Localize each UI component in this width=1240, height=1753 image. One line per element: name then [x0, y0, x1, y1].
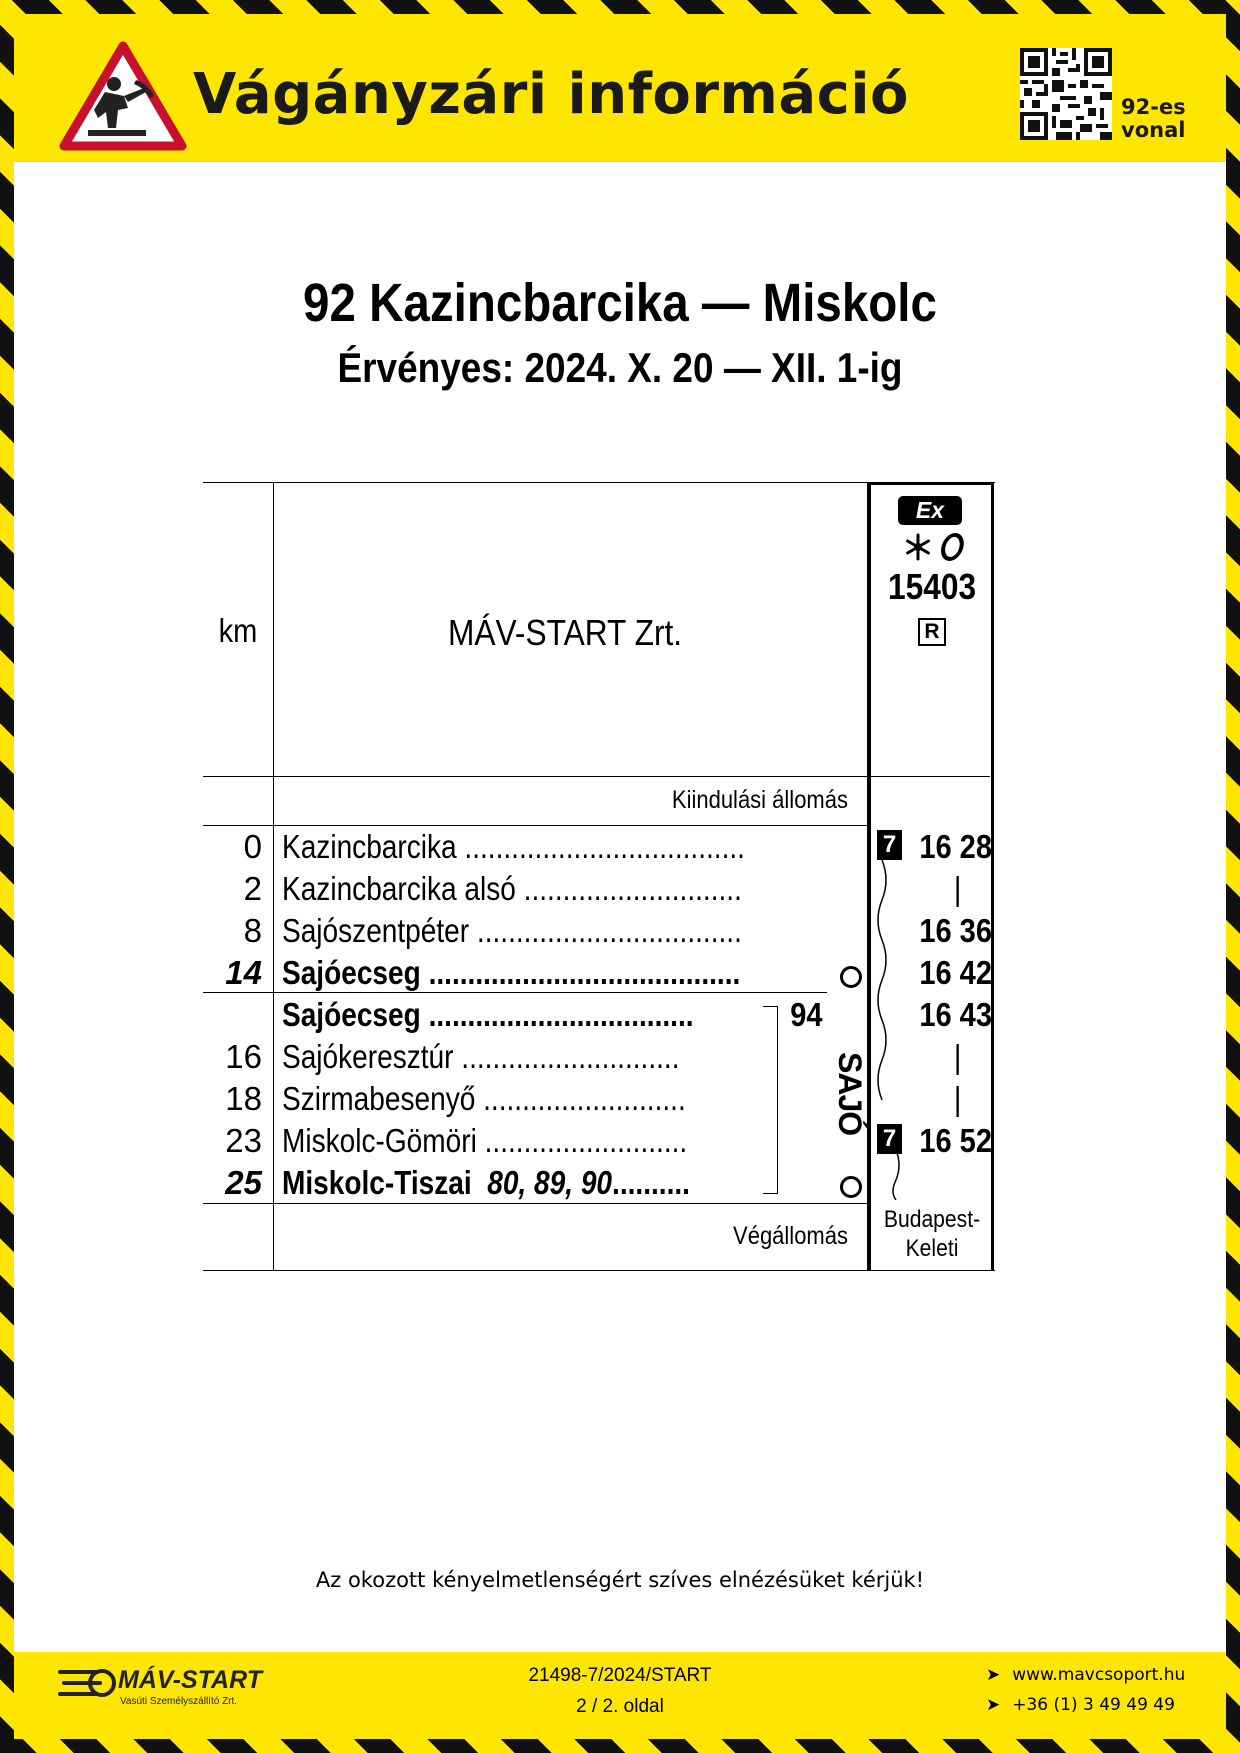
- arrow-right-icon: ➤: [986, 1665, 1001, 1685]
- table-header-divider: [203, 776, 990, 777]
- bus-replacement-label: SAJÓ: [832, 1052, 868, 1136]
- row-km: 18: [225, 1080, 262, 1117]
- leader-dots: ..........................: [476, 1122, 688, 1159]
- departure-time: 16 36: [919, 912, 992, 949]
- departure-time: 16 43: [919, 996, 992, 1033]
- table-bottom-border: [203, 1270, 995, 1271]
- leader-dots: ........................................: [420, 954, 741, 991]
- table-start-divider: [203, 825, 868, 826]
- arrival-time: 16 42: [919, 954, 992, 991]
- km-column-header: km: [218, 612, 258, 649]
- row-km: 14: [225, 954, 262, 991]
- row-station: [282, 1164, 690, 1202]
- station-name: Miskolc-Tiszai: [282, 1164, 472, 1201]
- train-destination: [879, 1205, 985, 1263]
- leader-dots: ............................: [515, 870, 742, 907]
- line-94-bracket: [763, 1006, 778, 1194]
- station-name: Kazincbarcika: [282, 828, 457, 865]
- train-type-badge: Ex: [898, 496, 962, 525]
- departure-time: 16 28: [919, 828, 992, 865]
- row-station: [282, 912, 742, 950]
- contact-info: [986, 1660, 1185, 1720]
- logo-name: MÁV-START: [118, 1666, 262, 1694]
- start-station-label: Kiindulási állomás: [671, 786, 848, 814]
- weekday-badge: 7: [877, 830, 902, 860]
- page-indicator: 2 / 2. oldal: [576, 1696, 664, 1717]
- worker-warning-icon: [58, 40, 188, 152]
- reservation-required-badge: R: [918, 618, 946, 646]
- line-label-word: vonal: [1121, 118, 1186, 142]
- logo-subtitle: Vasúti Személyszállító Zrt.: [120, 1696, 238, 1707]
- connecting-line-94: 94: [790, 996, 823, 1033]
- train-column-top-border: [867, 482, 994, 485]
- row-station: [282, 870, 742, 908]
- junction-divider: [203, 992, 827, 993]
- row-station: [282, 1122, 687, 1160]
- bicycle-transport-icon: [940, 530, 970, 564]
- route-title: 92 Kazincbarcika — Miskolc: [303, 273, 937, 333]
- train-number: 15403: [888, 566, 977, 607]
- passes-without-stop: |: [953, 1080, 962, 1117]
- row-station: [282, 996, 694, 1034]
- page-header-title: Vágányzári információ: [193, 62, 910, 127]
- row-km: 16: [225, 1038, 262, 1075]
- snowflake-icon: [903, 532, 933, 562]
- station-name: Kazincbarcika alsó: [282, 870, 516, 907]
- validity-period: Érvényes: 2024. X. 20 — XII. 1-ig: [337, 344, 903, 391]
- leader-dots: ....................................: [456, 828, 745, 865]
- station-name: Szirmabesenyő: [282, 1080, 476, 1117]
- row-km: 0: [243, 828, 262, 865]
- arrow-right-icon: ➤: [986, 1695, 1001, 1715]
- connecting-lines: 80, 89, 90: [487, 1164, 613, 1201]
- row-km: 25: [225, 1164, 262, 1201]
- end-station-label: Végállomás: [733, 1222, 848, 1250]
- website-link[interactable]: www.mavcsoport.hu: [1012, 1665, 1186, 1685]
- destination-line-1: Budapest-: [883, 1206, 981, 1233]
- station-name: Miskolc-Gömöri: [282, 1122, 477, 1159]
- leader-dots: ..........: [612, 1164, 690, 1201]
- row-km: 2: [243, 870, 262, 907]
- leader-dots: ..........................: [475, 1080, 686, 1117]
- leader-dots: ..................................: [469, 912, 742, 949]
- table-end-divider: [203, 1203, 868, 1204]
- junction-station-icon: [840, 1176, 862, 1198]
- arrival-time: 16 52: [919, 1122, 992, 1159]
- km-column-border: [273, 482, 274, 1270]
- operator-name: MÁV-START Zrt.: [448, 612, 683, 653]
- qr-code-icon: [1020, 48, 1112, 140]
- line-label: [1121, 96, 1186, 142]
- leader-dots: ............................: [453, 1038, 680, 1075]
- train-column-left-border: [867, 482, 871, 1270]
- document-number: 21498-7/2024/START: [528, 1665, 712, 1686]
- station-name: Sajóecseg: [282, 996, 421, 1033]
- leader-dots: ..................................: [420, 996, 694, 1033]
- weekday-badge: 7: [877, 1124, 902, 1154]
- station-name: Sajóecseg: [282, 954, 421, 991]
- row-station: [282, 828, 745, 866]
- station-name: Sajókeresztúr: [282, 1038, 454, 1075]
- apology-message: Az okozott kényelmetlenségért szíves elnézésüket kérjük!: [315, 1568, 925, 1592]
- row-km: 23: [225, 1122, 262, 1159]
- line-label-number: 92-es: [1121, 95, 1186, 119]
- destination-line-2: Keleti: [905, 1235, 959, 1262]
- phone-number[interactable]: +36 (1) 3 49 49 49: [1012, 1695, 1175, 1715]
- passes-without-stop: |: [953, 870, 962, 907]
- row-station: [282, 1080, 686, 1118]
- station-name: Sajószentpéter: [282, 912, 470, 949]
- row-km: 8: [243, 912, 262, 949]
- row-station: [282, 1038, 680, 1076]
- junction-station-icon: [840, 966, 862, 988]
- bus-replacement-wavy-line: [874, 860, 902, 1200]
- row-station: [282, 954, 740, 992]
- passes-without-stop: |: [953, 1038, 962, 1075]
